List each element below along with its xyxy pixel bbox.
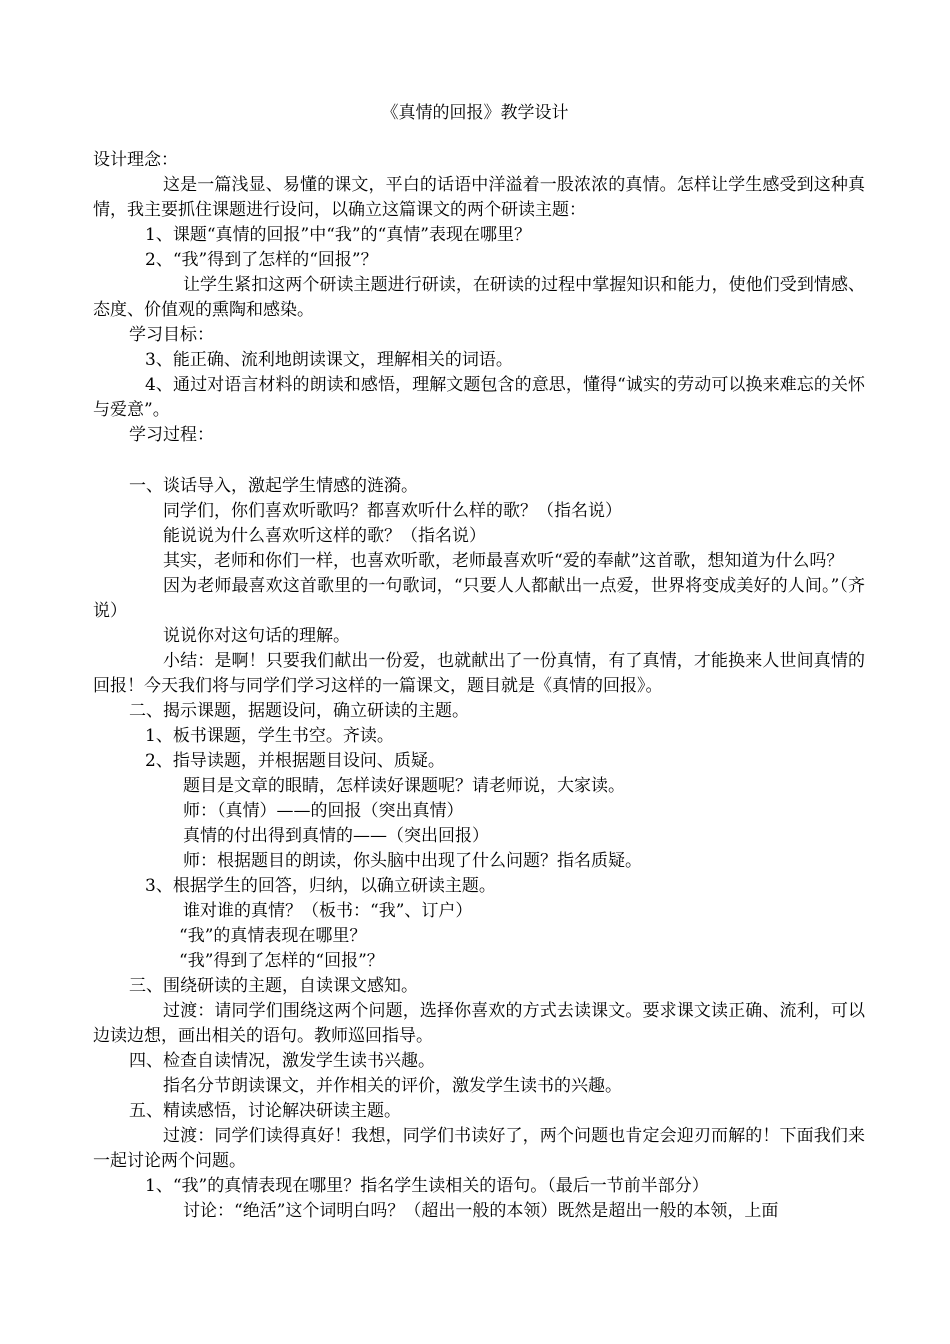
paragraph: 讨论：“绝活”这个词明白吗？（超出一般的本领）既然是超出一般的本领，上面 — [183, 1201, 779, 1221]
section-heading: 三、围绕研读的主题，自读课文感知。 — [129, 976, 418, 996]
paragraph: 能说说为什么喜欢听这样的歌？（指名说） — [163, 526, 486, 546]
paragraph: 因为老师最喜欢这首歌里的一句歌词，“只要人人都献出一点爱，世界将变成美好的人间。”（齐说） — [93, 576, 865, 621]
document-title: 《真情的回报》教学设计 — [381, 103, 569, 123]
paragraph: 2、指导读题，并根据题目设问、质疑。 — [145, 751, 445, 771]
paragraph: 谁对谁的真情？（板书：“我”、订户） — [183, 901, 473, 921]
paragraph: 3、根据学生的回答，归纳，以确立研读主题。 — [145, 876, 496, 896]
paragraph: 这是一篇浅显、易懂的课文，平白的话语中洋溢着一股浓浓的真情。怎样让学生感受到这种真情，我主要抓住课题进行设问，以确立这篇课文的两个研读主题： — [93, 175, 865, 220]
paragraph: 4、通过对语言材料的朗读和感悟，理解文题包含的意思，懂得“诚实的劳动可以换来难忘的关怀与爱意”。 — [93, 375, 865, 420]
paragraph: “我”得到了怎样的“回报”？ — [179, 951, 384, 971]
paragraph: 真情的付出得到真情的——（突出回报） — [183, 826, 489, 846]
section-heading: 一、谈话导入，激起学生情感的涟漪。 — [129, 476, 418, 496]
paragraph: 师：根据题目的朗读，你头脑中出现了什么问题？指名质疑。 — [183, 851, 642, 871]
paragraph: 1、“我”的真情表现在哪里？指名学生读相关的语句。（最后一节前半部分） — [145, 1176, 709, 1196]
paragraph: 过渡：同学们读得真好！我想，同学们书读好了，两个问题也肯定会迎刃而解的！下面我们来一起讨论两个问题。 — [93, 1126, 865, 1171]
paragraph: 过渡：请同学们围绕这两个问题，选择你喜欢的方式去读课文。要求课文读正确、流利，可以边读边想，画出相关的语句。教师巡回指导。 — [93, 1001, 865, 1046]
blank-line — [93, 448, 865, 474]
paragraph: 指名分节朗读课文，并作相关的评价，激发学生读书的兴趣。 — [163, 1076, 622, 1096]
paragraph: 3、能正确、流利地朗读课文，理解相关的词语。 — [145, 350, 513, 370]
paragraph: “我”的真情表现在哪里？ — [179, 926, 367, 946]
paragraph: 同学们，你们喜欢听歌吗？都喜欢听什么样的歌？（指名说） — [163, 501, 622, 521]
section-heading: 二、揭示课题，据题设问，确立研读的主题。 — [129, 701, 469, 721]
paragraph: 1、板书课题，学生书空。齐读。 — [145, 726, 394, 746]
paragraph: 其实，老师和你们一样，也喜欢听歌，老师最喜欢听“爱的奉献”这首歌，想知道为什么吗？ — [163, 551, 844, 571]
section-heading: 四、检查自读情况，激发学生读书兴趣。 — [129, 1051, 435, 1071]
goals-label: 学习目标： — [129, 325, 214, 345]
document-body — [93, 148, 865, 1224]
paragraph: 题目是文章的眼睛，怎样读好课题呢？请老师说，大家读。 — [183, 776, 625, 796]
paragraph: 师：（真情）——的回报（突出真情） — [183, 801, 464, 821]
paragraph: 说说你对这句话的理解。 — [163, 626, 350, 646]
paragraph: 1、课题“真情的回报”中“我”的“真情”表现在哪里？ — [145, 225, 531, 245]
paragraph: 让学生紧扣这两个研读主题进行研读，在研读的过程中掌握知识和能力，使他们受到情感、态度、价值观的熏陶和感染。 — [93, 275, 865, 320]
design-label: 设计理念： — [93, 150, 178, 170]
paragraph: 小结：是啊！只要我们献出一份爱，也就献出了一份真情，有了真情，才能换来人世间真情的回报！今天我们将与同学们学习这样的一篇课文，题目就是《真情的回报》。 — [93, 651, 865, 696]
process-label: 学习过程： — [129, 425, 214, 445]
section-heading: 五、精读感悟，讨论解决研读主题。 — [129, 1101, 401, 1121]
paragraph: 2、“我”得到了怎样的“回报”？ — [145, 250, 378, 270]
